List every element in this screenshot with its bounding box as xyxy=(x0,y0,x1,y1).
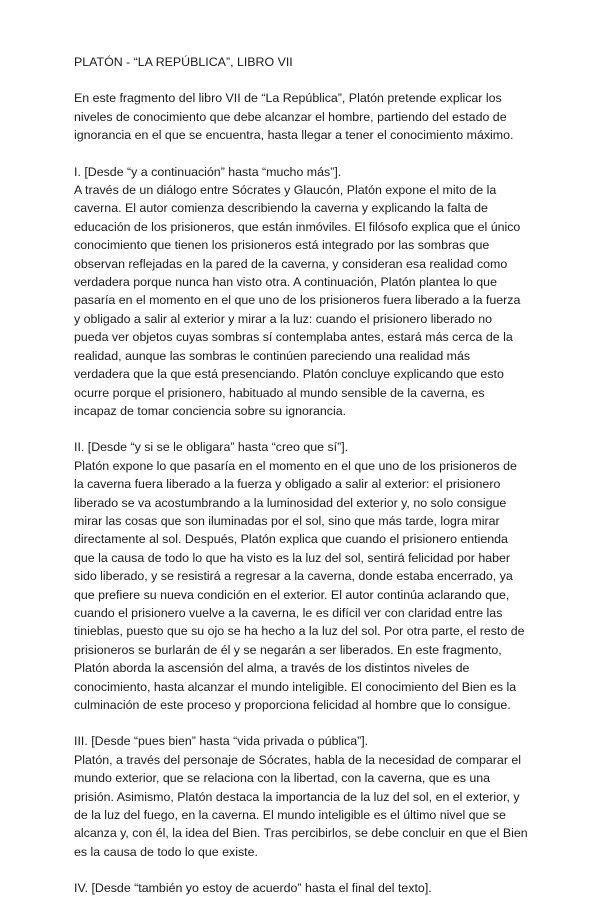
section-body: A través de un diálogo entre Sócrates y Glaucón, Platón expone el mito de la caverna. El autor comienza describiendo la caverna y explicando la falta de educación de los prisioneros, que están inmóviles. El filósofo explica que el único conocimiento que tienen los prisioneros está integrado por las sombras que observan reflejadas en la pared de la caverna, y consideran esa realidad como verdadera porque nunca han visto otra. A continuación, Platón plantea lo que pasaría en el momento en el que uno de los prisioneros fuera liberado a la fuerza y obligado a salir al exterior y mirar a la luz: cuando el prisionero liberado no pueda ver objetos cuyas sombras sí contemplaba antes, estará más cerca de la realidad, aunque las sombras le continúen pareciendo una realidad más verdadera que la que está presenciando. Platón concluye explicando que esto ocurre porque el prisionero, habituado al mundo sensible de la caverna, es incapaz de tomar conciencia sobre su ignorancia. xyxy=(74,183,521,418)
section-4 xyxy=(74,879,528,897)
section-heading: II. [Desde “y si se le obligara” hasta “creo que sí”]. xyxy=(74,440,349,455)
section-1 xyxy=(74,163,528,421)
section-heading: I. [Desde “y a continuación” hasta “mucho más”]. xyxy=(74,164,342,179)
section-body: Platón expone lo que pasaría en el momento en el que uno de los prisioneros de la caverna fuera liberado a la fuerza y obligado a salir al exterior: el prisionero liberado se va acostumbrando a la luminosidad del exterior y, no solo consigue mirar las cosas que son iluminadas por el sol, sino que más tarde, logra mirar directamente al sol. Después, Platón explica que cuando el prisionero entienda que la causa de todo lo que ha visto es la luz del sol, sentirá felicidad por haber sido liberado, y se resistirá a regresar a la caverna, donde estaba encerrado, ya que prefiere su nueva condición en el exterior. El autor continúa aclarando que, cuando el prisionero vuelve a la caverna, le es difícil ver con claridad entre las tinieblas, puesto que su ojo se ha hecho a la luz del sol. Por otra parte, el resto de prisioneros se burlarán de él y se negarán a ser liberados. En este fragmento, Platón aborda la ascensión del alma, a través de los distintos niveles de conocimiento, hasta alcanzar el mundo inteligible. El conocimiento del Bien es la culminación de este proceso y proporciona felicidad al hombre que lo consigue. xyxy=(74,458,525,712)
intro-paragraph: En este fragmento del libro VII de “La República”, Platón pretende explicar los niveles de conocimiento que debe alcanzar el hombre, partiendo del estado de ignorancia en el que se encuentra, hasta llegar a tener el conocimiento máximo. xyxy=(74,91,514,143)
section-3 xyxy=(74,732,528,861)
section-heading: IV. [Desde “también yo estoy de acuerdo” hasta el final del texto]. xyxy=(74,881,432,896)
section-heading: III. [Desde “pues bien” hasta “vida privada o pública”]. xyxy=(74,734,369,749)
section-body: Platón, a través del personaje de Sócrates, habla de la necesidad de comparar el mundo exterior, que se relaciona con la libertad, con la caverna, que es una prisión. Asimismo, Platón destaca la importancia de la luz del sol, en el exterior, y de la luz del fuego, en la caverna. El mundo inteligible es el último nivel que se alcanza y, con él, la idea del Bien. Tras percibirlos, se debe concluir en que el Bien es la causa de todo lo que existe. xyxy=(74,752,528,859)
document-title: PLATÓN - “LA REPÚBLICA”, LIBRO VII xyxy=(74,55,293,69)
section-2 xyxy=(74,438,528,714)
